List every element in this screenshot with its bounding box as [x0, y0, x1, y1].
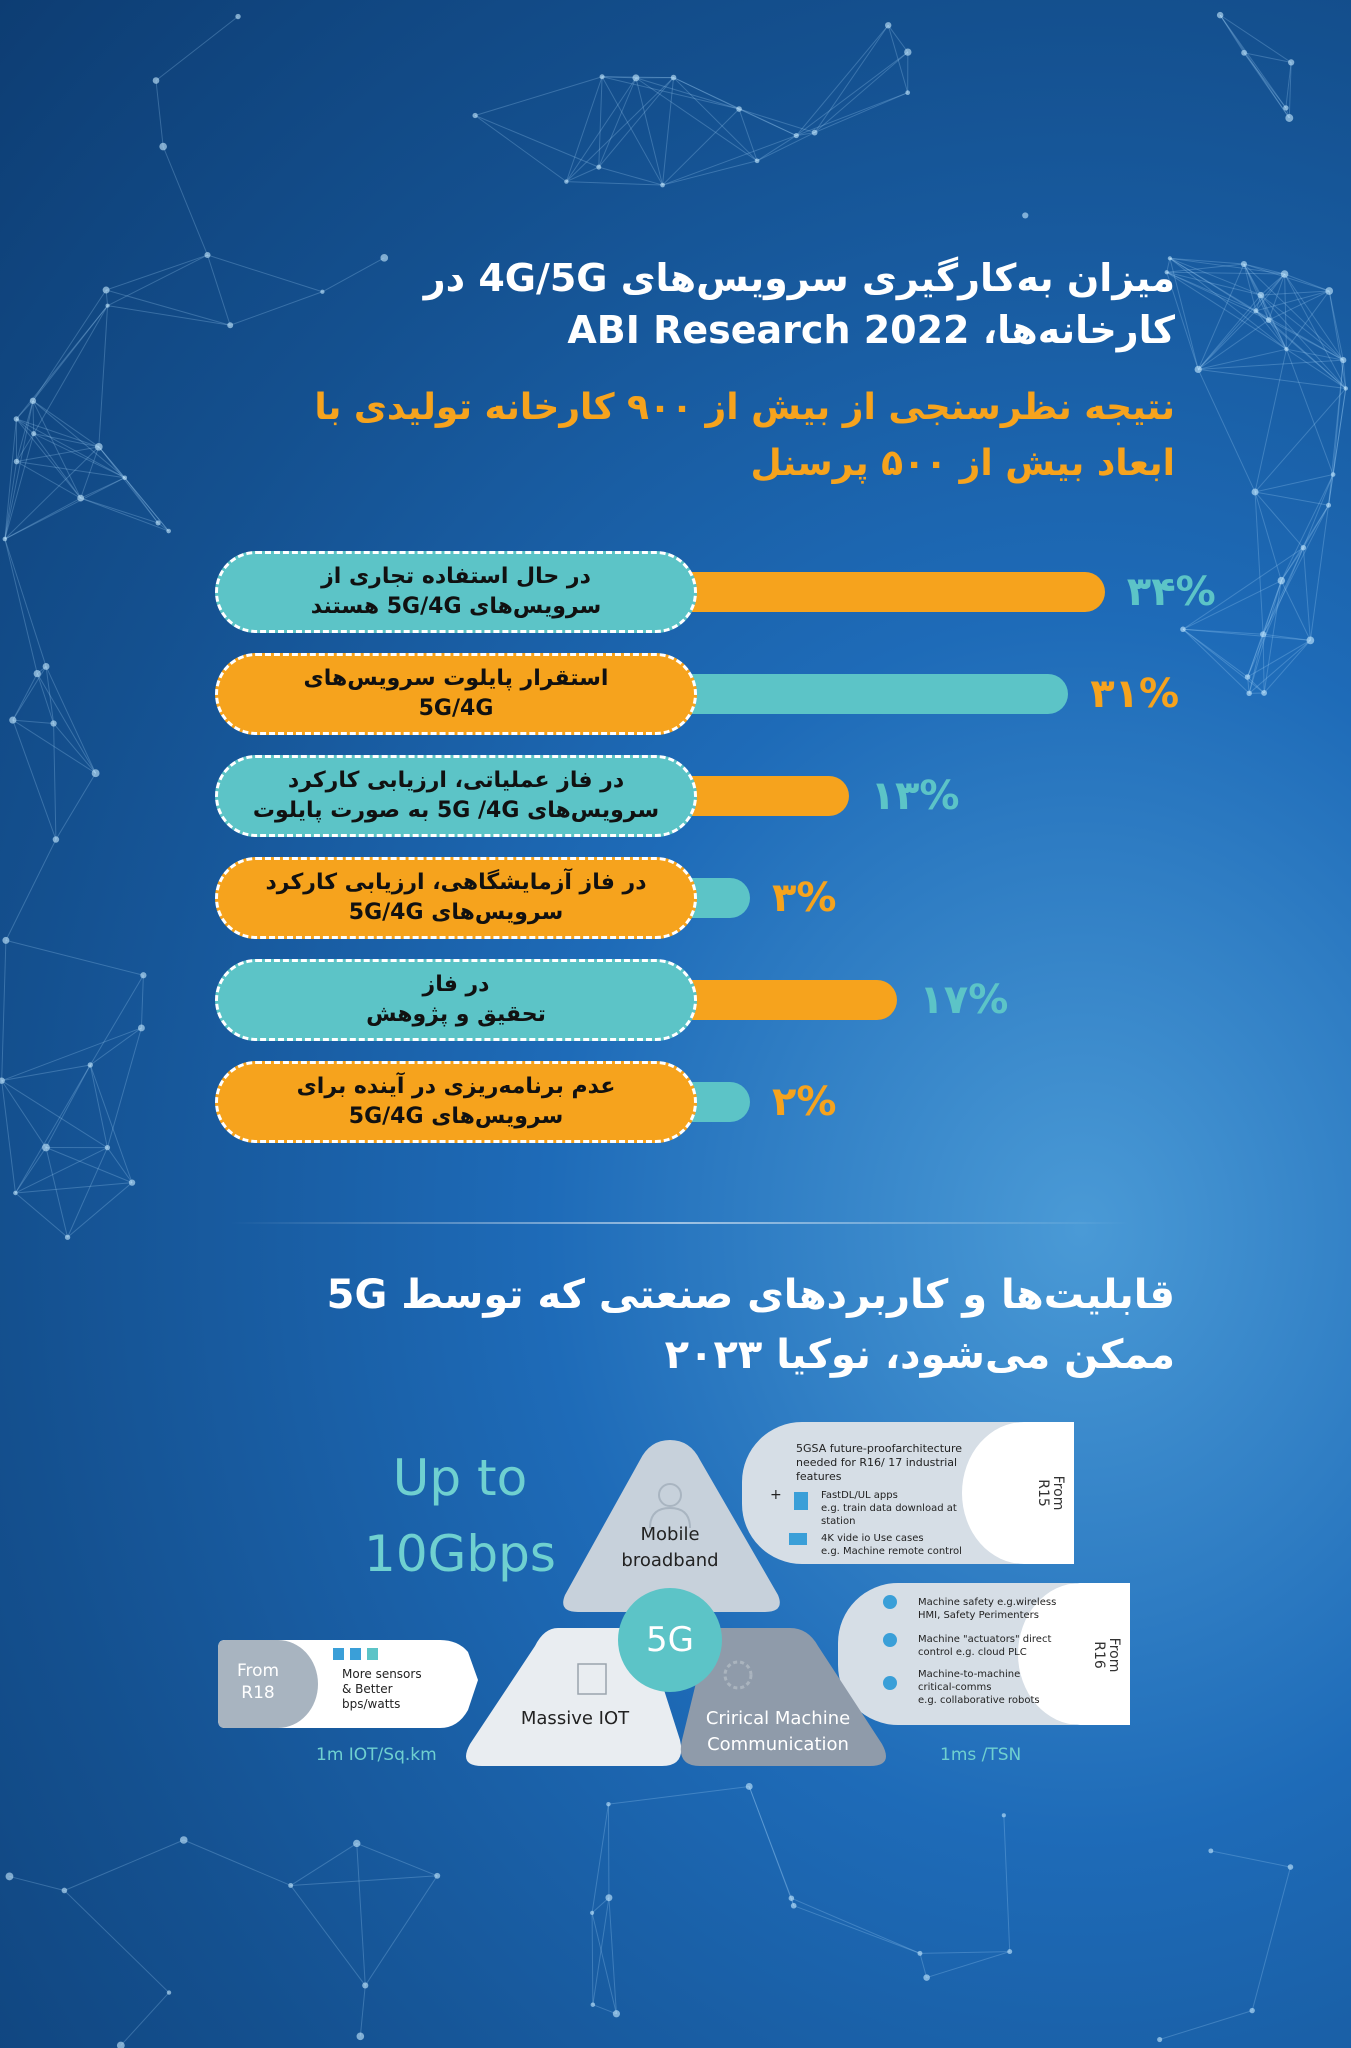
r18-line2: & Better: [342, 1682, 393, 1696]
5g-center-label: 5G: [646, 1620, 694, 1660]
r16-item1-line2: HMI, Safety Perimenters: [918, 1610, 1039, 1621]
r16-item1-line1: Machine safety e.g.wireless: [918, 1597, 1057, 1608]
r15-description: [796, 1442, 996, 1484]
r18-release: R18: [241, 1683, 275, 1703]
tower-icon: [350, 1648, 361, 1660]
r16-item2-line2: control e.g. cloud PLC: [918, 1647, 1027, 1658]
r15-item2-line1: 4K vide io Use cases: [821, 1533, 924, 1544]
r15-line2: needed for R16/ 17 industrial: [796, 1456, 958, 1469]
monitor-icon: [789, 1533, 807, 1545]
r15-line3: features: [796, 1470, 842, 1483]
r18-line1: More sensors: [342, 1667, 422, 1681]
r15-item1-line3: station: [821, 1516, 856, 1527]
r16-item3-line1: Machine-to-machine: [918, 1669, 1021, 1680]
speed-label-line2: 10Gbps: [364, 1525, 556, 1583]
value-label: ۳۱%: [1090, 671, 1180, 717]
download-icon: [794, 1492, 808, 1510]
r16-item1: [918, 1596, 1078, 1622]
plus-icon: +: [770, 1487, 782, 1503]
value-label: ۲%: [772, 1079, 837, 1125]
r15-from: From: [1050, 1475, 1066, 1511]
chart-subtitle-line2: ابعاد بیش از ۵۰۰ پرسنل: [750, 443, 1175, 484]
category-label-line: در حال استفاده تجاری از: [321, 564, 591, 589]
chart-title-line2: کارخانه‌ها، ABI Research 2022: [567, 308, 1175, 352]
r18-description: [342, 1667, 452, 1712]
category-label-line: سرویس‌های 5G/4G هستند: [310, 594, 602, 619]
value-label: ۳%: [772, 875, 837, 921]
actuator-icon: [883, 1633, 897, 1647]
category-label-line: استقرار پایلوت سرویس‌های: [303, 666, 609, 691]
robot-arm-icon: [883, 1595, 897, 1609]
category-label-line: در فاز آزمایشگاهی، ارزیابی کارکرد: [265, 870, 647, 895]
category-label-line: در فاز: [422, 972, 490, 997]
r18-release-tag: [226, 1660, 290, 1704]
r18-line3: bps/watts: [342, 1697, 401, 1711]
mobile-broadband-label: [590, 1522, 750, 1574]
mobile-broadband-line2: broadband: [621, 1550, 719, 1571]
category-label-line: تحقیق و پژوهش: [366, 1002, 546, 1027]
category-label-line: سرویس‌های 5G /4G به صورت پایلوت: [252, 798, 660, 823]
section2-title-line2: ممکن می‌شود، نوکیا ۲۰۲۳: [664, 1332, 1175, 1378]
mobile-broadband-line1: Mobile: [640, 1524, 700, 1545]
r16-item3: [918, 1668, 1078, 1707]
r16-release: R16: [1091, 1641, 1107, 1669]
r15-item1-line1: FastDL/UL apps: [821, 1490, 898, 1501]
category-label-line: 5G/4G: [418, 696, 494, 721]
r16-item3-line2: critical-comms: [918, 1682, 992, 1693]
chart-subtitle-line1: نتیجه نظرسنجی از بیش از ۹۰۰ کارخانه تولیدی با: [314, 387, 1175, 428]
category-label-line: در فاز عملیاتی، ارزیابی کارکرد: [287, 768, 625, 793]
r16-release-tag: [1091, 1605, 1121, 1705]
category-label-line: سرویس‌های 5G/4G: [348, 1104, 564, 1129]
r16-from: From: [1106, 1637, 1122, 1673]
r15-item1-line2: e.g. train data download at: [821, 1503, 957, 1514]
r15-item2: [821, 1532, 1001, 1558]
critical-machine-label: [688, 1706, 868, 1758]
category-label-line: سرویس‌های 5G/4G: [348, 900, 564, 925]
r18-from: From: [236, 1661, 280, 1681]
r15-line1: 5GSA future-proofarchitecture: [796, 1442, 963, 1455]
value-label: ۳۴%: [1126, 569, 1216, 615]
massive-iot-text: Massive IOT: [520, 1708, 630, 1729]
r16-item3-line3: e.g. collaborative robots: [918, 1695, 1040, 1706]
speed-label-line1: Up to: [392, 1449, 528, 1507]
critical-machine-line2: Communication: [707, 1734, 849, 1755]
r15-item2-line2: e.g. Machine remote control: [821, 1546, 962, 1557]
caption-latency: 1ms /TSN: [940, 1745, 1022, 1765]
r16-item2: [918, 1633, 1078, 1659]
chart-title-line1: میزان به‌کارگیری سرویس‌های 4G/5G در: [423, 256, 1175, 300]
sensor-small-icon: [333, 1648, 344, 1660]
r15-release-tag: [1035, 1443, 1065, 1543]
value-label: ۱۷%: [919, 977, 1009, 1023]
network-icon: [367, 1648, 378, 1660]
category-label-line: عدم برنامه‌ریزی در آینده برای: [296, 1074, 616, 1099]
r15-item1: [821, 1489, 1001, 1528]
massive-iot-label: [500, 1706, 650, 1732]
value-label: ۱۳%: [870, 773, 960, 819]
section2-title-line1: قابلیت‌ها و کاربردهای صنعتی که توسط 5G: [326, 1272, 1175, 1318]
critical-machine-line1: Crirical Machine: [705, 1708, 851, 1729]
r15-release: R15: [1035, 1479, 1051, 1507]
collaborative-robot-icon: [883, 1676, 897, 1690]
r16-item2-line1: Machine "actuators" direct: [918, 1634, 1052, 1645]
caption-iot-density: 1m IOT/Sq.km: [316, 1745, 437, 1765]
